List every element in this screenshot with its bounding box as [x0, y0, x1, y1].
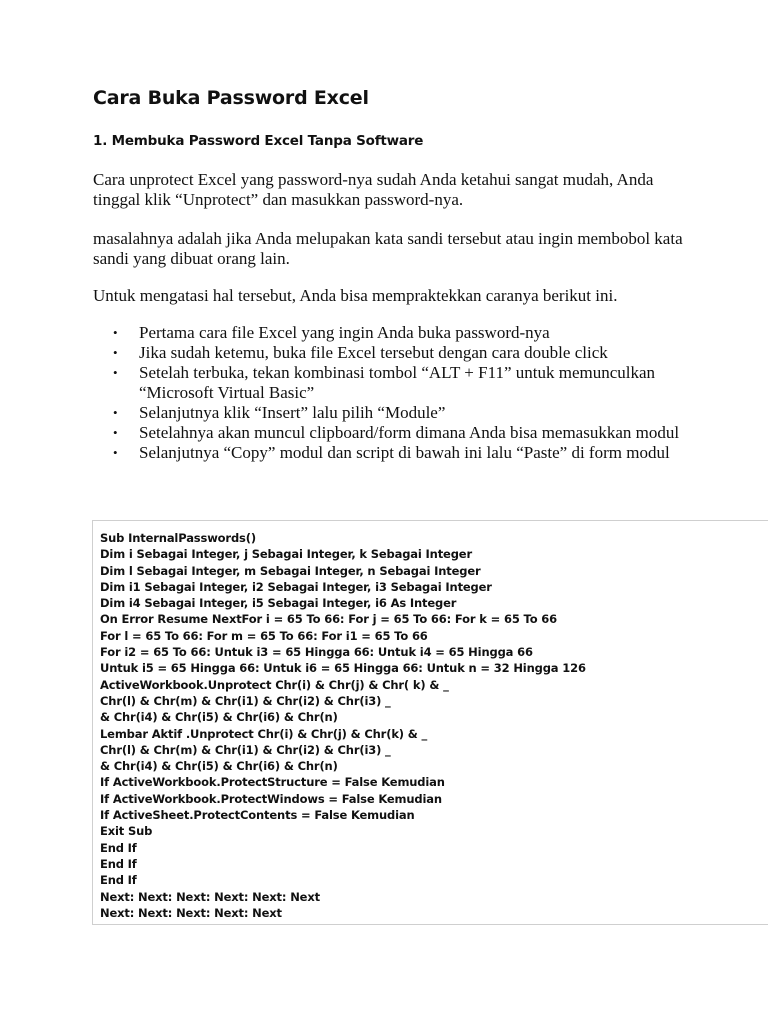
- step-item: [93, 323, 683, 343]
- steps-list: [93, 323, 683, 463]
- code-line: For i2 = 65 To 66: Untuk i3 = 65 Hingga 66: Untuk i4 = 65 Hingga 66: [100, 645, 533, 660]
- code-line: Next: Next: Next: Next: Next: [100, 905, 282, 920]
- code-line: & Chr(i4) & Chr(i5) & Chr(i6) & Chr(n): [100, 759, 338, 774]
- code-line: Lembar Aktif .Unprotect Chr(i) & Chr(j) & Chr(k) & _: [100, 726, 428, 741]
- step-text: Selanjutnya klik “Insert” lalu pilih “Module”: [139, 403, 446, 422]
- code-line: Chr(l) & Chr(m) & Chr(i1) & Chr(i2) & Chr(i3) _: [100, 742, 391, 757]
- problem-paragraph: masalahnya adalah jika Anda melupakan kata sandi tersebut atau ingin membobol kata sandi yang dibuat orang lain.: [93, 229, 683, 268]
- code-line: Dim l Sebagai Integer, m Sebagai Integer, n Sebagai Integer: [100, 563, 481, 578]
- section-heading: 1. Membuka Password Excel Tanpa Software: [93, 133, 424, 149]
- step-item: [93, 343, 683, 363]
- code-line: Exit Sub: [100, 824, 153, 839]
- page-title: Cara Buka Password Excel: [93, 87, 369, 109]
- code-line: For l = 65 To 66: For m = 65 To 66: For i1 = 65 To 66: [100, 628, 428, 643]
- intro-paragraph: Cara unprotect Excel yang password-nya sudah Anda ketahui sangat mudah, Anda tinggal klik “Unprotect” dan masukkan password-nya.: [93, 170, 654, 209]
- code-line: If ActiveWorkbook.ProtectStructure = False Kemudian: [100, 775, 445, 790]
- code-line: ActiveWorkbook.Unprotect Chr(i) & Chr(j) & Chr( k) & _: [100, 677, 449, 692]
- step-item: [93, 423, 683, 443]
- code-line: Dim i4 Sebagai Integer, i5 Sebagai Integer, i6 As Integer: [100, 596, 457, 611]
- solution-paragraph: Untuk mengatasi hal tersebut, Anda bisa mempraktekkan caranya berikut ini.: [93, 286, 618, 305]
- step-text: Setelah terbuka, tekan kombinasi tombol “ALT + F11” untuk memunculkan “Microsoft Virtual Basic”: [139, 363, 656, 402]
- code-line: Sub InternalPasswords(): [100, 531, 256, 545]
- code-line: Untuk i5 = 65 Hingga 66: Untuk i6 = 65 Hingga 66: Untuk n = 32 Hingga 126: [100, 661, 586, 676]
- code-line: If ActiveSheet.ProtectContents = False Kemudian: [100, 808, 415, 823]
- code-line: Next: Next: Next: Next: Next: Next: [100, 889, 320, 904]
- bullet-icon: •: [113, 325, 118, 340]
- bullet-icon: •: [113, 365, 118, 380]
- code-line: Dim i1 Sebagai Integer, i2 Sebagai Integer, i3 Sebagai Integer: [100, 579, 492, 594]
- code-line: End If: [100, 856, 137, 871]
- code-line: End If: [100, 840, 137, 855]
- vba-code-block: [92, 520, 768, 925]
- bullet-icon: •: [113, 345, 118, 360]
- bullet-icon: •: [113, 405, 118, 420]
- bullet-icon: •: [113, 425, 118, 440]
- code-line: End If: [100, 873, 137, 888]
- step-item: [93, 403, 683, 423]
- code-line: Dim i Sebagai Integer, j Sebagai Integer, k Sebagai Integer: [100, 547, 472, 562]
- code-line: On Error Resume NextFor i = 65 To 66: For j = 65 To 66: For k = 65 To 66: [100, 612, 558, 627]
- step-item: [93, 443, 683, 463]
- step-text: Selanjutnya “Copy” modul dan script di bawah ini lalu “Paste” di form modul: [139, 443, 670, 462]
- step-text: Setelahnya akan muncul clipboard/form dimana Anda bisa memasukkan modul: [139, 423, 680, 442]
- code-line: & Chr(i4) & Chr(i5) & Chr(i6) & Chr(n): [100, 710, 338, 725]
- step-item: [93, 363, 683, 403]
- step-text: Jika sudah ketemu, buka file Excel tersebut dengan cara double click: [139, 343, 608, 362]
- code-line: If ActiveWorkbook.ProtectWindows = False Kemudian: [100, 791, 442, 806]
- step-text: Pertama cara file Excel yang ingin Anda buka password-nya: [139, 323, 550, 342]
- code-line: Chr(l) & Chr(m) & Chr(i1) & Chr(i2) & Chr(i3) _: [100, 693, 391, 708]
- bullet-icon: •: [113, 445, 118, 460]
